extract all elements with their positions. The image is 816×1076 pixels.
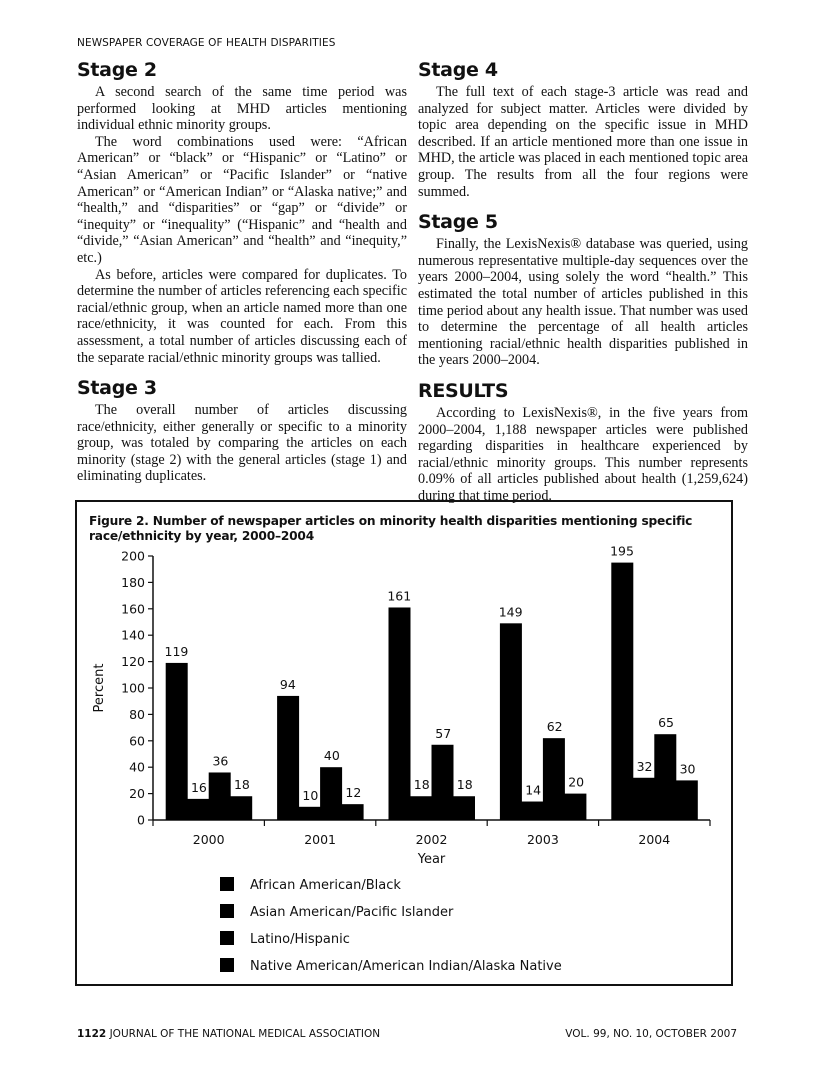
bar-value-label: 32 <box>636 758 653 774</box>
bar <box>564 794 586 820</box>
bar-value-label: 36 <box>212 753 229 769</box>
bar-value-label: 18 <box>413 777 430 793</box>
figure-title: Figure 2. Number of newspaper articles on minority health disparities mentioning specific race/ethnicity by year, 2000–2004 <box>89 514 693 543</box>
section-heading: Stage 4 <box>418 59 498 81</box>
legend-swatch <box>220 877 234 891</box>
bar-chart <box>77 502 731 984</box>
legend-label: Asian American/Pacific Islander <box>250 905 454 920</box>
x-tick-label: 2002 <box>415 832 448 847</box>
bar <box>299 807 321 820</box>
y-tick-label: 60 <box>129 733 145 749</box>
bar-value-label: 65 <box>658 715 675 731</box>
bar-value-label: 119 <box>164 643 189 659</box>
paragraph: Finally, the LexisNexis® database was queried, using numerous representative multiple-day sequences over the years 2000–2004, using solely the word “health.” This estimated the total number of articles published in this time period about any health issue. That number was used to determine the percentage of all health articles mentioning racial/ethnic health disparities published in the years 2000–2004. <box>418 236 748 369</box>
x-tick-label: 2003 <box>526 832 559 847</box>
paragraph: The overall number of articles discussing race/ethnicity, either generally or specific to a minority group, was totaled by comparing the articles on each minority (stage 2) with the general articles (stage 1) and eliminating duplicates. <box>77 402 407 485</box>
section-stage-2 <box>77 58 407 366</box>
bar <box>277 696 299 820</box>
bar-value-label: 149 <box>498 604 523 620</box>
bar <box>230 796 252 820</box>
y-tick-label: 100 <box>121 680 145 696</box>
section-stage-3 <box>77 376 407 485</box>
bar <box>654 734 676 820</box>
bar <box>611 563 633 820</box>
bar <box>543 738 565 820</box>
bar <box>389 607 411 820</box>
bar-value-label: 12 <box>345 785 362 801</box>
bar <box>500 623 522 820</box>
bar-value-label: 20 <box>568 774 585 790</box>
section-heading: RESULTS <box>418 379 509 402</box>
journal-name: JOURNAL OF THE NATIONAL MEDICAL ASSOCIATION <box>109 1028 381 1040</box>
y-tick-label: 200 <box>121 548 145 564</box>
bar <box>342 804 364 820</box>
x-tick-label: 2004 <box>638 832 671 847</box>
section-heading: Stage 3 <box>77 377 157 400</box>
bar <box>453 796 475 820</box>
y-tick-label: 0 <box>137 812 145 828</box>
bar-value-label: 40 <box>323 748 340 764</box>
running-head: NEWSPAPER COVERAGE OF HEALTH DISPARITIES <box>77 37 336 49</box>
section-results <box>418 379 748 505</box>
footer-journal <box>77 1028 380 1040</box>
y-tick-label: 180 <box>121 574 145 590</box>
bar-value-label: 161 <box>387 588 412 604</box>
bar <box>166 663 188 820</box>
y-tick-label: 120 <box>121 654 145 670</box>
bar-value-label: 62 <box>546 719 563 735</box>
y-tick-label: 80 <box>129 706 145 722</box>
bar-value-label: 14 <box>525 782 542 798</box>
section-heading: Stage 5 <box>418 211 498 234</box>
bar <box>676 780 698 820</box>
legend-swatch <box>220 931 234 945</box>
bar-value-label: 94 <box>279 676 296 692</box>
section-stage-5 <box>418 210 748 369</box>
section-heading: Stage 2 <box>77 59 157 81</box>
legend-label: Latino/Hispanic <box>250 932 350 947</box>
bar-value-label: 57 <box>435 725 452 741</box>
bar <box>432 745 454 820</box>
section-stage-4 <box>418 58 748 200</box>
paragraph: The full text of each stage-3 article was read and analyzed for subject matter. Articles were divided by topic area depending on the specific issue in MHD described. If an article mentioned more than one issue in MHD, the article was placed in each mentioned topic area group. The results from all the four regions were summed. <box>418 84 748 200</box>
bar <box>187 799 209 820</box>
legend-label: African American/Black <box>250 878 401 893</box>
bar <box>320 767 342 820</box>
bar-value-label: 30 <box>679 761 696 777</box>
footer-issue: VOL. 99, NO. 10, OCTOBER 2007 <box>565 1028 737 1040</box>
paragraph: According to LexisNexis®, in the five years from 2000–2004, 1,188 newspaper articles were published regarding disparities in healthcare experienced by racial/ethnic minority groups. This number represents 0.09% of all articles published about health (1,259,624) during that time period. <box>418 404 748 504</box>
legend-label: Native American/American Indian/Alaska Native <box>250 959 562 974</box>
bar-value-label: 18 <box>456 777 473 793</box>
paragraph: The word combinations used were: “African American” or “black” or “Hispanic” or “Latino” or “Asian American” or “Pacific Islander” or “native American” or “American Indian” or “Alaska native;” and “health,” and “disparities” or “gap” or “divide” or “inequity” or “inequality” (“Hispanic” and “health and “divide,” “Asian American” and “health” and “inequity,” etc.) <box>77 133 407 266</box>
left-column <box>77 58 407 495</box>
bar <box>633 778 655 820</box>
page-number: 1122 <box>77 1028 107 1040</box>
right-column <box>418 58 748 514</box>
y-tick-label: 40 <box>129 759 145 775</box>
bar <box>410 796 432 820</box>
y-tick-label: 140 <box>121 627 145 643</box>
x-tick-label: 2001 <box>304 832 337 847</box>
legend-swatch <box>220 904 234 918</box>
y-tick-label: 20 <box>129 786 145 802</box>
legend-swatch <box>220 958 234 972</box>
x-axis-label: Year <box>417 852 446 867</box>
bar-value-label: 10 <box>302 787 319 803</box>
figure-box <box>75 500 733 986</box>
y-tick-label: 160 <box>121 601 145 617</box>
bar <box>209 772 231 820</box>
bar <box>521 802 543 820</box>
bar-value-label: 18 <box>233 777 250 793</box>
paragraph: A second search of the same time period was performed looking at MHD articles mentioning individual ethnic minority groups. <box>77 84 407 134</box>
x-tick-label: 2000 <box>192 832 225 847</box>
bar-value-label: 195 <box>610 543 634 559</box>
paragraph: As before, articles were compared for duplicates. To determine the number of articles referencing each specific racial/ethnic group, when an article named more than one race/ethnicity, it was counted for each. From this assessment, a total number of articles discussing each of the separate racial/ethnic minority groups was tallied. <box>77 266 407 366</box>
bar-value-label: 16 <box>190 779 207 795</box>
y-axis-label: Percent <box>92 663 107 713</box>
